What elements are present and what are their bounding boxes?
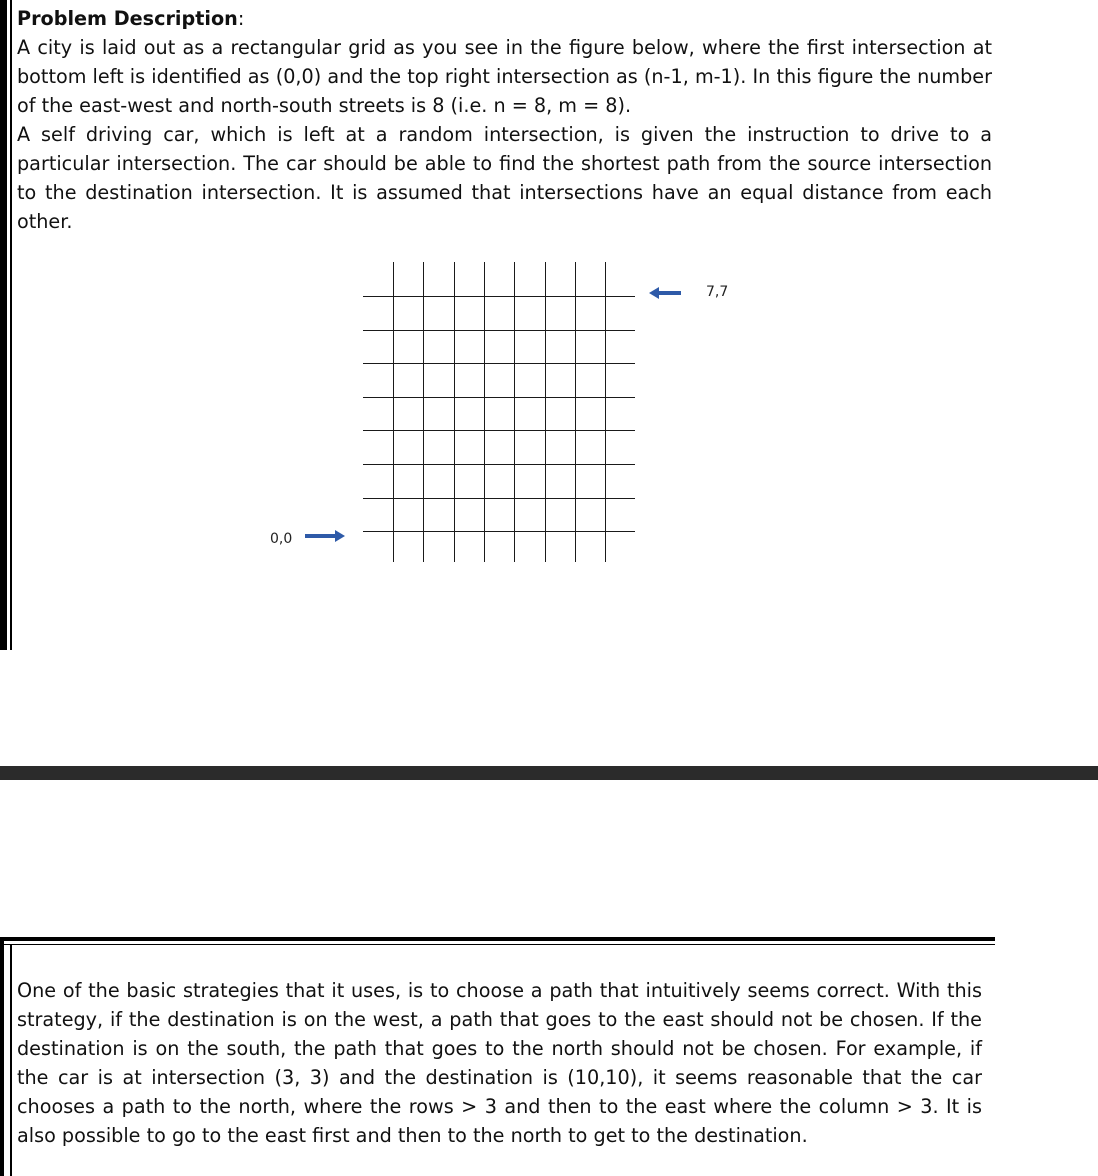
- strategy-block: [17, 976, 982, 1150]
- bottom-panel-top-border-thick: [0, 937, 995, 941]
- paragraph-grid-intro: A city is laid out as a rectangular grid as you see in the figure below, where the first intersection at bottom left is identified as (0,0) and the top right intersection as (n-1, m-1). In this figure the number of the east-west and north-south streets is 8 (i.e. n = 8, m = 8).: [17, 36, 992, 117]
- section-divider-band: [0, 766, 1098, 780]
- end-arrow-icon: [649, 287, 681, 299]
- heading-colon: :: [237, 7, 245, 30]
- origin-label: 0,0: [270, 531, 293, 547]
- bottom-panel-top-border-thin: [0, 944, 995, 945]
- paragraph-strategy: One of the basic strategies that it uses, is to choose a path that intuitively seems correct. With this strategy, if the destination is on the west, a path that goes to the east should not be chosen. If the destination is on the south, the path that goes to the north should not be chosen. For example, if the car is at intersection (3, 3) and the destination is (10,10), it seems reasonable that the car chooses a path to the north, where the rows > 3 and then to the east where the column > 3. It is also possible to go to the east first and then to the north to get to the destination.: [17, 979, 982, 1147]
- bottom-panel-left-border-thick: [0, 937, 4, 1176]
- end-label: 7,7: [706, 284, 729, 300]
- origin-arrow-icon: [305, 530, 345, 542]
- problem-heading: Problem Description: [17, 7, 238, 30]
- street-grid: [363, 262, 635, 562]
- bottom-panel-left-border-thin: [10, 944, 12, 1176]
- paragraph-self-driving: A self driving car, which is left at a random intersection, is given the instruction to drive to a particular intersection. The car should be able to find the shortest path from the source intersection to the destination intersection. It is assumed that intersections have an equal distance from each other.: [17, 123, 992, 233]
